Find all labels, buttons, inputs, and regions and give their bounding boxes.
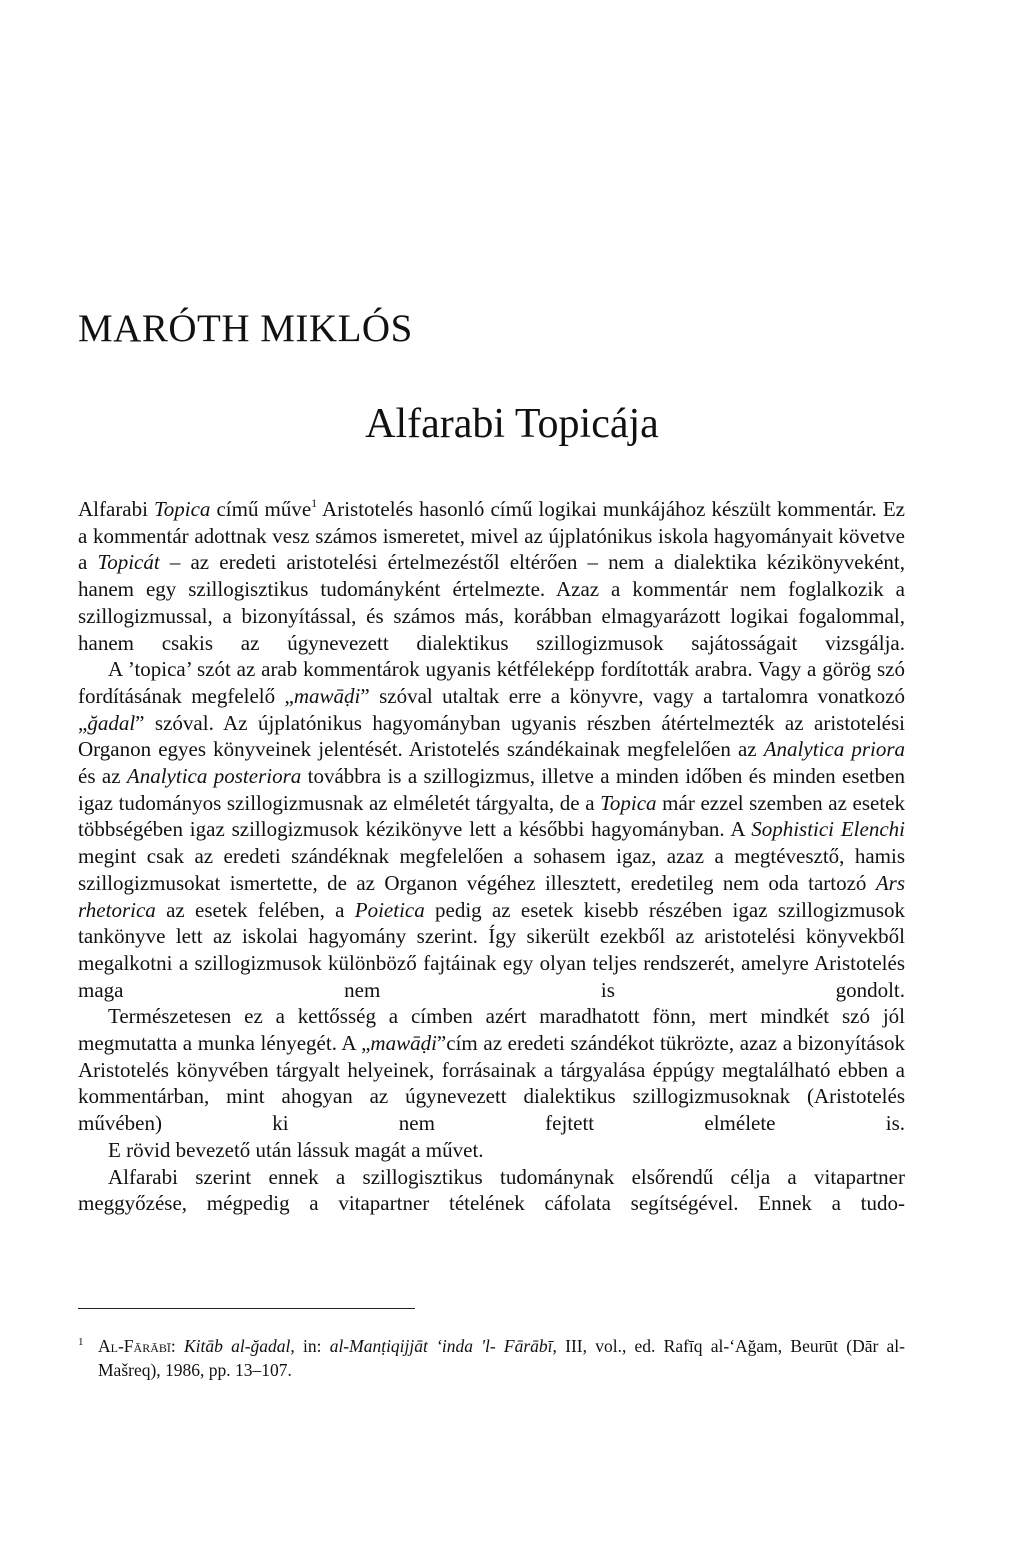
footnote-number: 1 (78, 1336, 84, 1348)
footnote-divider (78, 1308, 415, 1309)
article-body (78, 496, 905, 1217)
italic-text-run: Analytica posteriora (126, 764, 302, 789)
italic-text-run: Analytica priora (763, 737, 906, 762)
text-run: Alfarabi szerint ennek a szillogisztikus tudománynak elsőrendű célja a vitapartner meggyőzése, mégpedig a vitapartner tételének cáfolata segítségével. Ennek a tudo- (78, 1164, 905, 1216)
italic-text-run: Sophistici Elenchi (751, 817, 905, 842)
text-run: E rövid bevezető után lássuk magát a művet. (108, 1137, 484, 1162)
text-run: továbbra is a szillogizmus, illetve a minden időben és minden esetben igaz tudományos szillogizmusnak az elméletét tárgyalta, de a (78, 764, 905, 815)
paragraph-2 (78, 656, 905, 1003)
paragraph-5 (78, 1164, 905, 1217)
text-run: már ezzel szemben az esetek többségében igaz szillogizmusok kézikönyve lett a későbbi hagyományban. A (78, 790, 905, 842)
footnote-text (98, 1334, 905, 1382)
footnote-ref[interactable]: 1 (311, 496, 318, 510)
text-run: Természetesen ez a kettősség a címben azért maradhatott fönn, mert mindkét szó jól megmutatta a munka lényegét. A „ (78, 1004, 905, 1056)
italic-text-run: mawāḍi (370, 1031, 437, 1056)
text-run: ”cím az eredeti szándékot tükrözte, azaz a bizonyítások Aristotelés könyvében tárgyalt helyeinek, forrásainak a tárgyalása éppúgy megtalálható ebben a kommentárban, mint ahogyan az úgynevezett dialektikus szillogizmusoknak (Aristotelés művében) ki nem fejtett elmélete is. (78, 1031, 905, 1136)
text-run: ” szóval utaltak erre a könyvre, vagy a tartalomra vonatkozó „ (78, 683, 906, 735)
italic-text-run: Topica (154, 497, 211, 521)
text-run: megint csak az eredeti szándéknak megfelelően a sohasem igaz, azaz a megtévesztő, hamis szillogizmusokat ismertette, de az Organon végéhez illesztett, eredetileg nem oda tartozó (78, 844, 905, 895)
text-run: , III, vol., ed. Rafīq al-ʻAğam, Beurūt (Dār al-Mašreq), 1986, pp. 13–107. (98, 1336, 905, 1380)
italic-text-run: Topicát (97, 550, 160, 575)
italic-text-run: Ars rhetorica (78, 870, 905, 922)
footnote-author: Al-Fārābī (98, 1336, 171, 1356)
italic-text-run: ğadal (87, 710, 136, 735)
text-run: ” szóval. Az újplatónikus hagyományban ugyanis részben átértelmezték az aristotelési Organon egyes könyveinek jelentését. Aristotelés szándékainak megfelelően az (78, 710, 905, 762)
text-run: A ’topica’ szót az arab kommentárok ugyanis kétféleképp fordították arabra. Vagy a görög szó fordításának megfelelő „ (78, 657, 905, 708)
text-run: pedig az esetek kisebb részében igaz szillogizmusok tankönyve lett az iskolai hagyomány szerint. Így sikerült ezekből az aristotelési könyvekből megalkotni a szillogizmusok különböző fajtáinak egy olyan teljes rendszerét, amelyre Aristotelés maga nem is gondolt. (78, 897, 905, 1002)
italic-text-run: mawāḍi (293, 683, 361, 708)
text-run: és az (78, 764, 127, 789)
italic-text-run: Kitāb al-ğadal, (183, 1336, 295, 1356)
text-run: Aristotelés hasonló című logikai munkájához készült kommentár. Ez a kommentár adottnak vesz számos ismeretet, mivel az újplatónikus iskola hagyományait követve a (78, 497, 905, 575)
paragraph-3 (78, 1003, 905, 1137)
italic-text-run: Poietica (354, 897, 425, 922)
text-run: : (170, 1336, 184, 1356)
text-run: című műve (210, 497, 312, 521)
author-name: MARÓTH MIKLÓS (78, 307, 413, 350)
paragraph-1 (78, 496, 905, 656)
paragraph-4 (78, 1137, 905, 1164)
footnote (78, 1334, 905, 1382)
italic-text-run: al-Manṭiqijjāt ʻinda 'l- Fārābī (329, 1336, 553, 1356)
text-run: – az eredeti aristotelési értelmezéstől eltérően – nem a dialektika kézikönyveként, hanem egy szillogisztikus tudományként értelmezte. Azaz a kommentár nem foglalkozik a szillogizmussal, a bizonyítással, és számos más, korábban elmagyarázott logikai fogalommal, hanem csakis az úgynevezett dialektikus szillogizmusok sajátosságait vizsgálja. (78, 550, 905, 655)
italic-text-run: Topica (600, 790, 657, 815)
text-run: in: (294, 1336, 330, 1356)
text-run: Alfarabi (78, 497, 155, 521)
article-title: Alfarabi Topicája (365, 401, 659, 447)
text-run: az esetek felében, a (155, 897, 355, 922)
